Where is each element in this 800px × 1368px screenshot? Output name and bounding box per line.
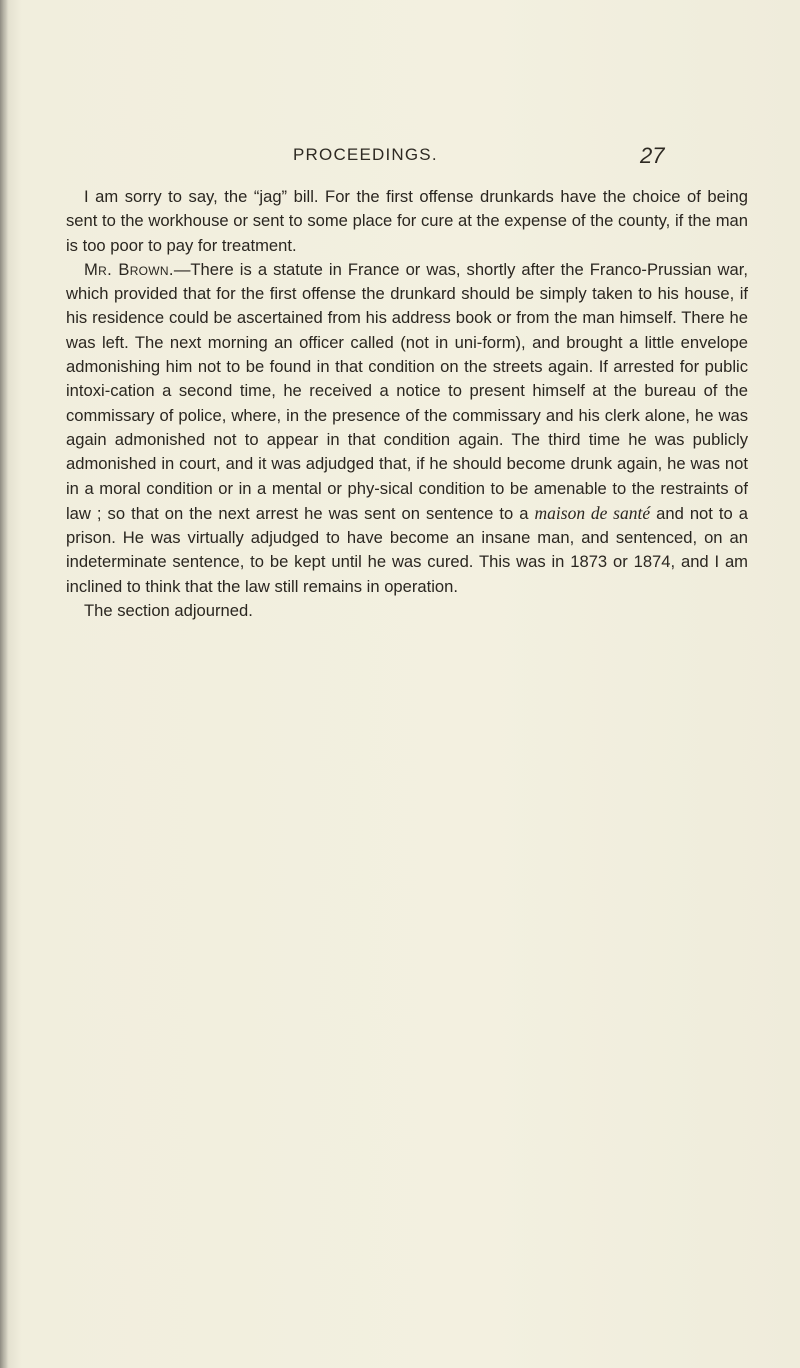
body-text xyxy=(66,185,748,623)
page-number: 27 xyxy=(640,143,665,168)
paragraph-2 xyxy=(66,258,748,599)
speaker-name: Mr. Brown. xyxy=(84,259,174,279)
paragraph-1: I am sorry to say, the “jag” bill. For the first offense drunkards have the choice of being sent to the workhouse or sent to some place for cure at the expense of the county, if the man is too poor to pay for treatment. xyxy=(66,187,748,255)
running-head xyxy=(150,143,800,173)
binding-shadow xyxy=(0,0,8,1368)
paragraph-2-text-a: —There is a statute in France or was, shortly after the Franco-Prussian war, which provided that for the first offense the drunkard should be simply taken to his house, if his residence could be ascertained from his address book or from the man himself. There he was left. The next morning an officer called (not in uni-form), and brought a little envelope admonishing him not to be found in that condition on the streets again. If arrested for public intoxi-cation a second time, he received a notice to present himself at the bureau of the commissary of police, where, in the presence of the commissary and his clerk alone, he was again admonished not to appear in that condition again. The third time he was publicly admonished in court, and it was adjudged that, if he should become drunk again, he was not in a moral condition or in a mental or phy-sical condition to be amenable to the restraints of law ; so that on the next arrest he was sent on sentence to a xyxy=(66,259,748,523)
paragraph-3: The section adjourned. xyxy=(84,601,253,621)
paragraph-2-text-b: and not to a prison. He was virtually adjudged to have become an insane man, and sentenced, on an indeterminate sentence, to be kept until he was cured. This was in 1873 or 1874, and I am inclined to think that the law still remains in operation. xyxy=(66,503,749,596)
italic-phrase: maison de santé xyxy=(534,502,651,523)
header-title: PROCEEDINGS. xyxy=(293,145,438,164)
